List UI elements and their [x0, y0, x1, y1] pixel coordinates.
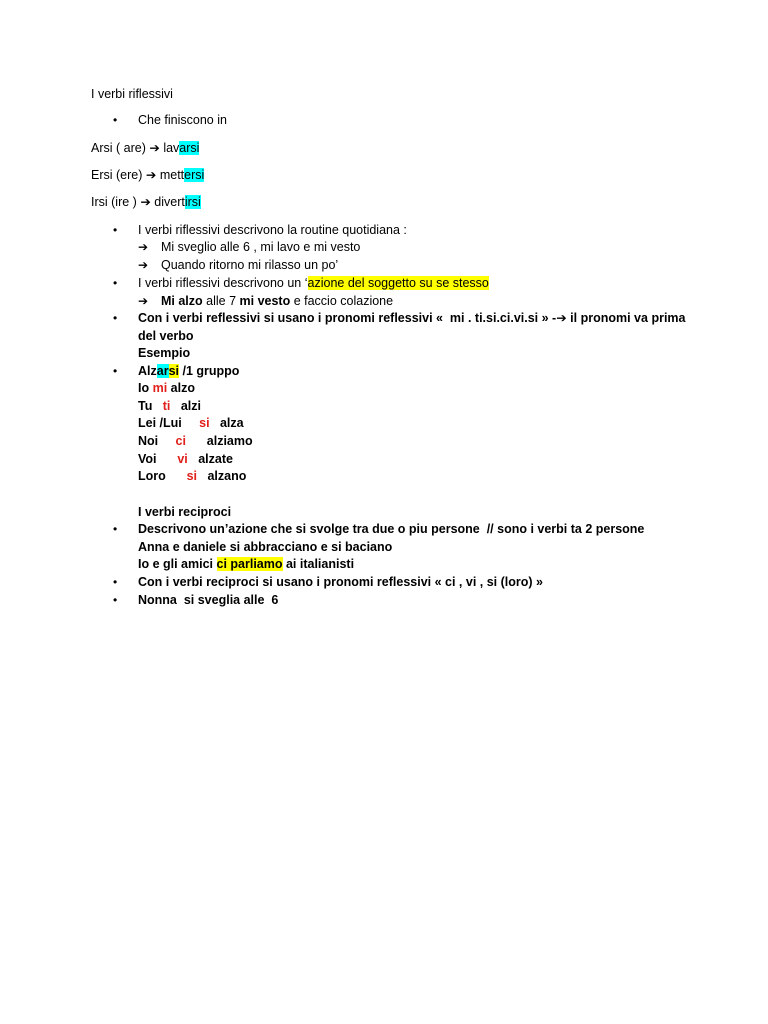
arrow-icon: ➔: [138, 294, 149, 308]
arrow-item-text: [161, 293, 393, 310]
bullet-text-plain: I verbi riflessivi descrivono un ‘: [138, 276, 308, 290]
reflexive-pronoun: si: [199, 416, 210, 430]
bullet-text: [138, 275, 489, 292]
bold-phrase: Mi alzo: [161, 294, 203, 308]
verb-form: alzi: [170, 399, 201, 413]
conjugation-row: [138, 468, 246, 485]
verb-form: alziamo: [185, 434, 253, 448]
pronoun: Voi: [138, 452, 178, 466]
verb-ending-highlight: irsi: [184, 195, 201, 209]
bullet-text: [138, 363, 239, 380]
conjugation-row: [138, 451, 233, 468]
verb-form: alzate: [187, 452, 233, 466]
verb-stem: mett: [159, 168, 185, 182]
ending-irsi: [91, 194, 201, 211]
ending-label: Ersi (ere): [91, 168, 146, 182]
reflexive-pronoun: mi: [152, 381, 168, 395]
ending-arsi: [91, 140, 199, 157]
bullet-icon: •: [113, 113, 118, 127]
ending-ersi: [91, 167, 204, 184]
bullet-text: [138, 310, 685, 327]
verb-ending-highlight: si: [168, 364, 180, 378]
pronoun: Lei /Lui: [138, 416, 200, 430]
pronoun: Tu: [138, 399, 163, 413]
arrow-icon: ➔: [138, 240, 149, 254]
plain-phrase: alle 7: [202, 294, 240, 308]
bullet-text: Descrivono un’azione che si svolge tra due o piu persone // sono i verbi ta 2 persone: [138, 522, 645, 536]
verb-ending-highlight: arsi: [179, 141, 200, 155]
conjugation-row: [138, 398, 201, 415]
highlighted-phrase: ci parliamo: [216, 557, 283, 571]
bullet-text: Con i verbi reciproci si usano i pronomi reflessivi « ci , vi , si (loro) »: [138, 575, 543, 589]
bold-phrase: mi vesto: [239, 294, 291, 308]
plain-phrase: e faccio colazione: [290, 294, 394, 308]
verb-form: alza: [209, 416, 244, 430]
bullet-text-continued: del verbo: [138, 329, 194, 343]
arrow-item-text: Quando ritorno mi rilasso un po’: [161, 258, 339, 272]
verb-ending-highlight: ar: [156, 364, 169, 378]
verb-stem: divert: [154, 195, 185, 209]
bullet-icon: •: [113, 276, 118, 290]
reflexive-pronoun: ti: [162, 399, 171, 413]
bullet-icon: •: [113, 364, 118, 378]
bullet-icon: •: [113, 522, 118, 536]
reflexive-pronoun: ci: [175, 434, 186, 448]
bullet-icon: •: [113, 575, 118, 589]
verb-stem: Alz: [138, 364, 157, 378]
doc-title: I verbi riflessivi: [91, 87, 173, 101]
example-sentence: Anna e daniele si abbracciano e si baciano: [138, 540, 393, 554]
verb-form: alzo: [167, 381, 195, 395]
arrow-icon: ➔: [145, 168, 157, 182]
reflexive-pronoun: si: [186, 469, 198, 483]
arrow-icon: ➔: [138, 258, 149, 272]
bullet-text-plain: Con i verbi reflessivi si usano i pronomi reflessivi « mi . ti.si.ci.vi.si » -: [138, 311, 557, 325]
section-heading: I verbi reciproci: [138, 505, 232, 519]
bullet-text: Nonna si sveglia alle 6: [138, 593, 279, 607]
arrow-item-text: Mi sveglio alle 6 , mi lavo e mi vesto: [161, 240, 361, 254]
bullet-icon: •: [113, 311, 118, 325]
verb-stem: lav: [163, 141, 180, 155]
conjugation-row: [138, 433, 253, 450]
plain-phrase: ai italianisti: [282, 557, 355, 571]
bullet-icon: •: [113, 593, 118, 607]
verb-form: alzano: [197, 469, 247, 483]
example-label: Esempio: [138, 346, 191, 360]
example-sentence: [138, 556, 354, 573]
pronoun: Io: [138, 381, 153, 395]
bullet-icon: •: [113, 223, 118, 237]
reflexive-pronoun: vi: [177, 452, 188, 466]
ending-label: Arsi ( are): [91, 141, 150, 155]
pronoun: Loro: [138, 469, 187, 483]
arrow-icon: ➔: [149, 141, 160, 155]
ending-label: Irsi (ire ): [91, 195, 141, 209]
bullet-text-plain: /1 gruppo: [179, 364, 240, 378]
bullet-text: Che finiscono in: [138, 113, 227, 127]
conjugation-row: [138, 380, 195, 397]
bullet-text: I verbi riflessivi descrivono la routine quotidiana :: [138, 223, 407, 237]
conjugation-row: [138, 415, 244, 432]
bullet-text-plain: il pronomi va prima: [566, 311, 686, 325]
plain-phrase: Io e gli amici: [138, 557, 217, 571]
highlighted-phrase: azione del soggetto su se stesso: [307, 276, 489, 290]
arrow-icon: ➔: [556, 311, 567, 325]
verb-ending-highlight: ersi: [184, 168, 205, 182]
pronoun: Noi: [138, 434, 176, 448]
arrow-icon: ➔: [140, 195, 151, 209]
